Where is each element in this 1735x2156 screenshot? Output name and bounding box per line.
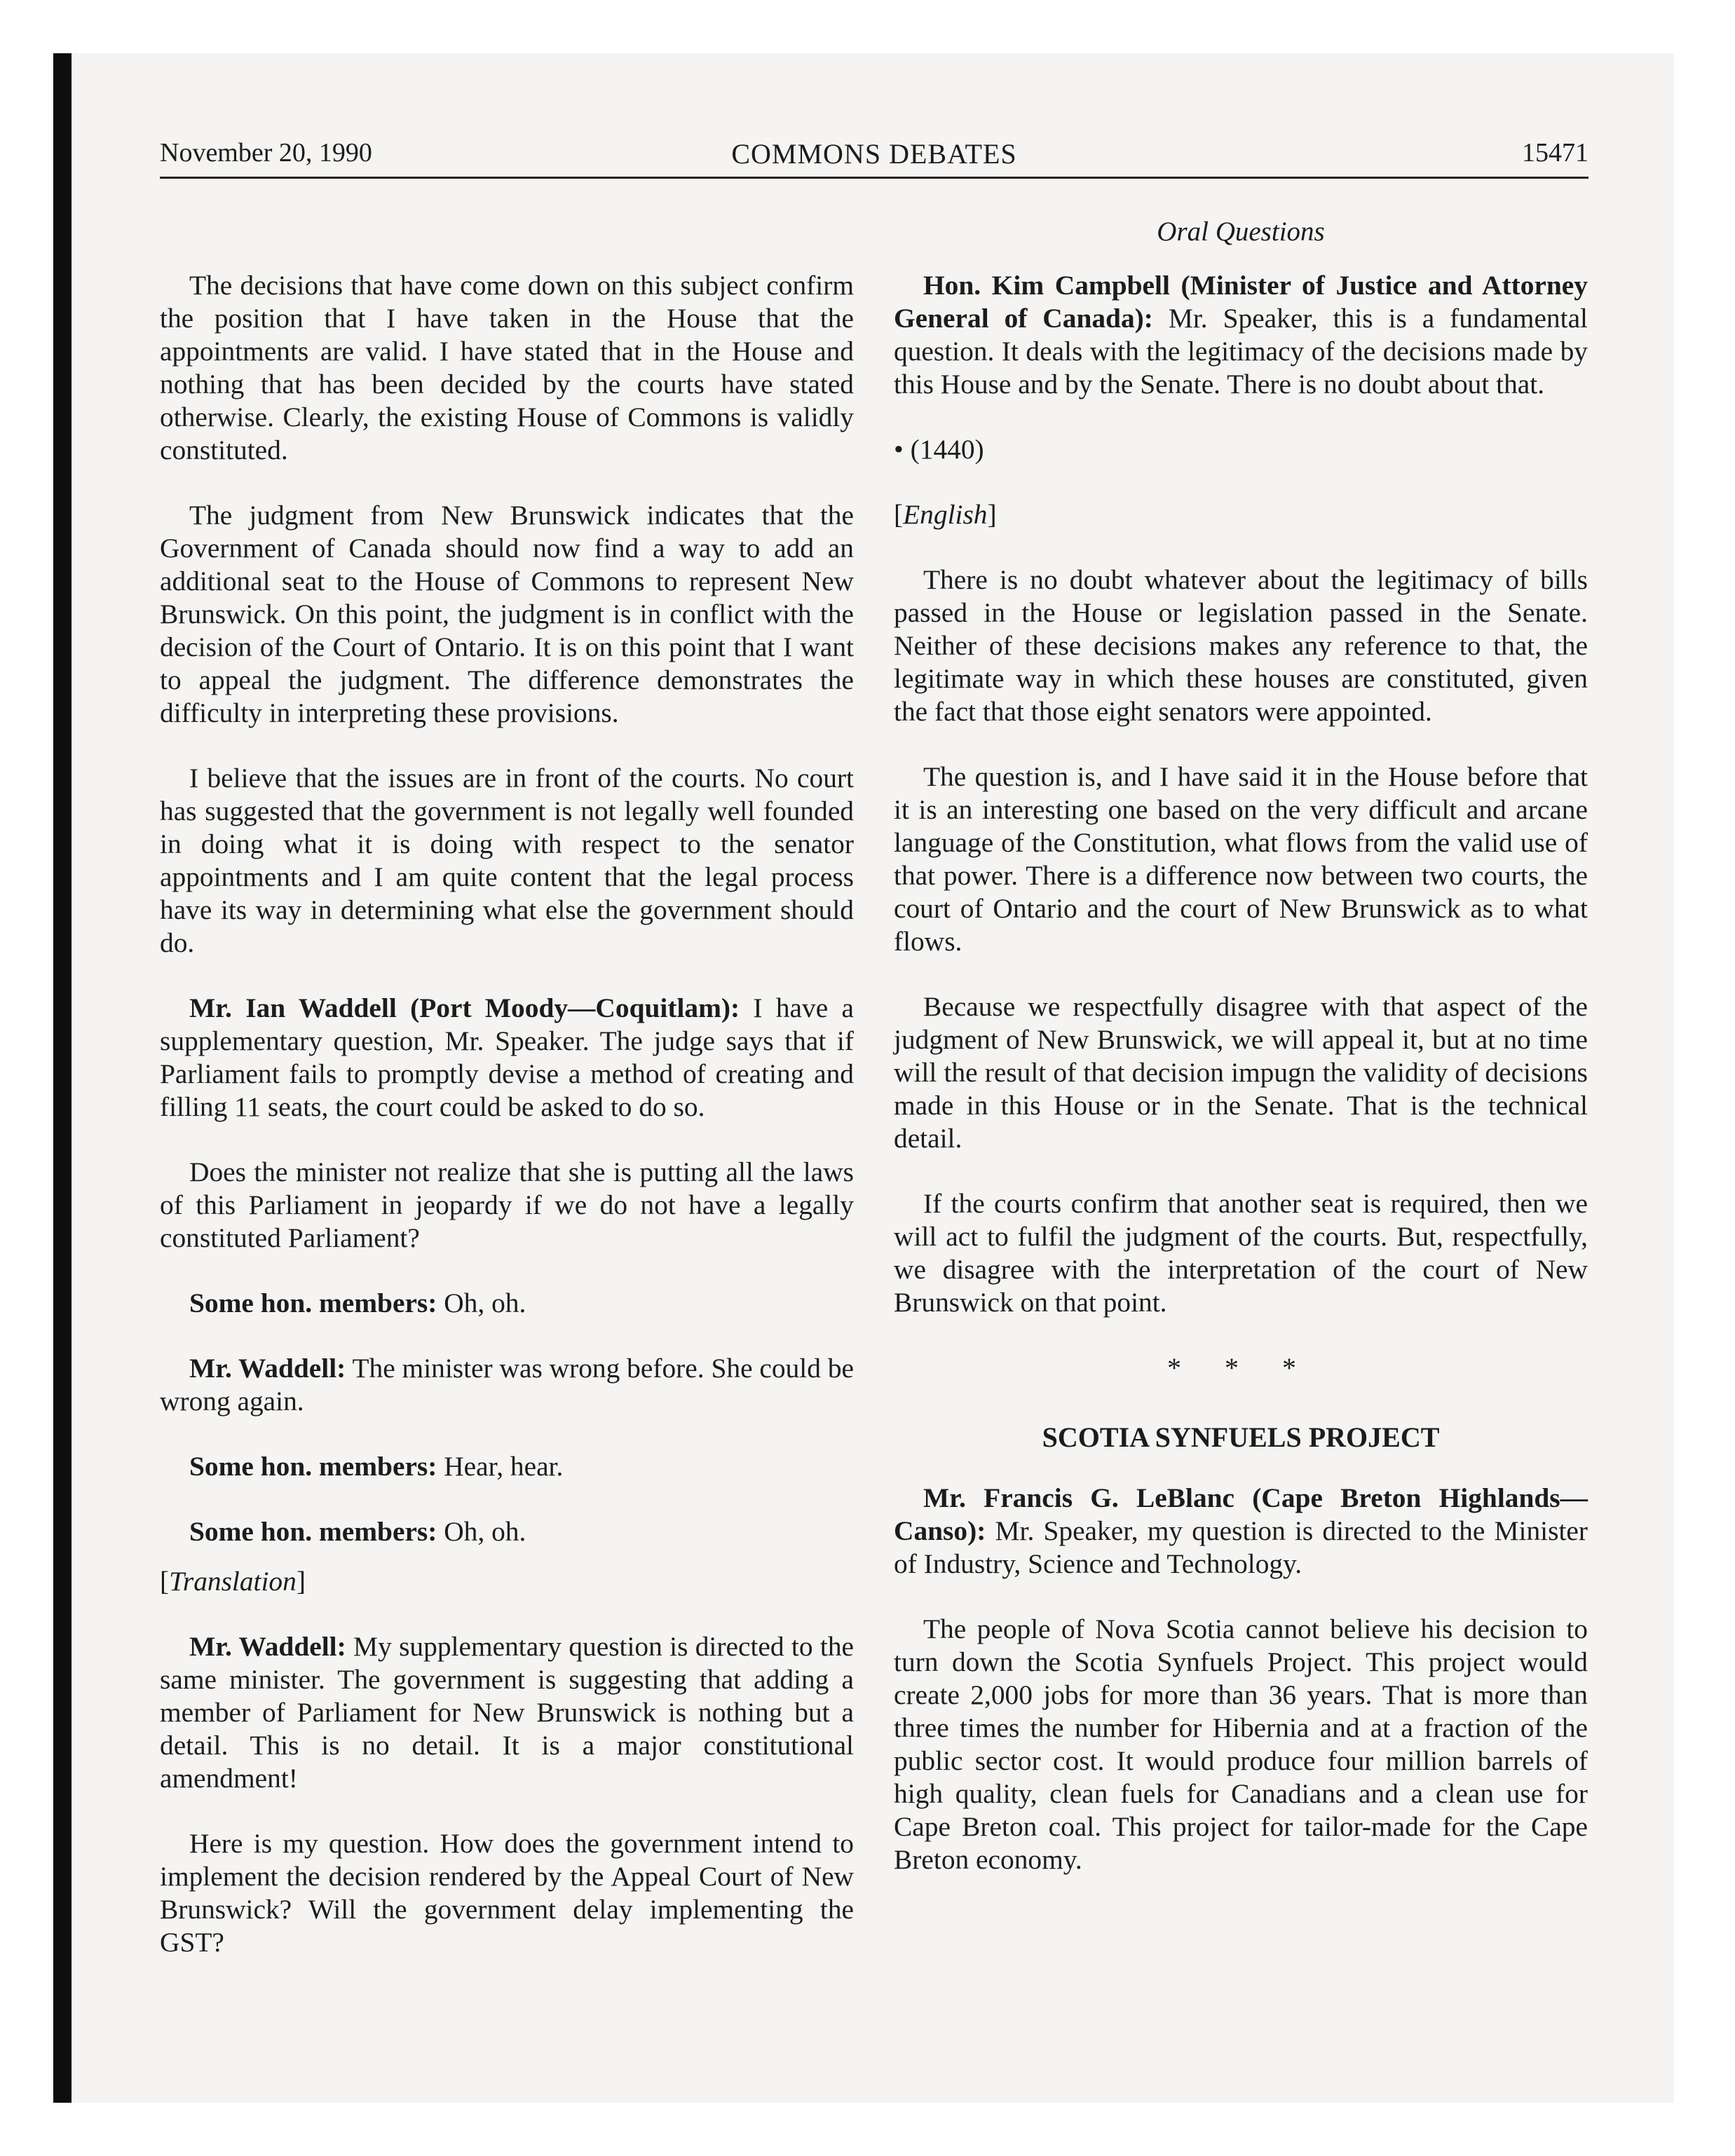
section-separator: * * * <box>1167 1352 1314 1384</box>
paragraph <box>160 1450 854 1483</box>
paragraph: The people of Nova Scotia cannot believe his decision to turn down the Scotia Synfuels Project. This project would create 2,000 jobs for more than 36 years. That is more than three times the number for Hibernia and at a fraction of the public sector cost. It would produce four million barrels of high quality, clean fuels for Canadians and a clean use for Cape Breton coal. This project for tailor-made for the Cape Breton economy. <box>894 1613 1588 1875</box>
speaker-name: Mr. Waddell: <box>189 1353 346 1384</box>
language-label: [Translation] <box>160 1566 306 1597</box>
speech-text: Mr. Speaker, this is a fundamental question. It deals with the legitimacy of the decisions made by this House and by the Senate. There is no doubt about that. <box>894 303 1588 400</box>
speaker-name: Mr. Francis G. LeBlanc (Cape Breton Highlands—Canso): <box>894 1482 1588 1546</box>
speech-text: I have a supplementary question, Mr. Speaker. The judge says that if Parliament fails to promptly devise a method of creating and filling 11 seats, the court could be asked to do so. <box>160 992 854 1122</box>
header-page-number: 15471 <box>1522 138 1588 168</box>
speech-text: Hear, hear. <box>437 1451 564 1482</box>
header-journal-title: COMMONS DEBATES <box>731 138 1017 170</box>
header-date: November 20, 1990 <box>160 138 372 168</box>
right-column <box>894 269 1588 1909</box>
paragraph: Here is my question. How does the government intend to implement the decision rendered by the Appeal Court of New Brunswick? Will the government delay implementing the GST? <box>160 1828 854 1958</box>
page-header <box>160 137 1588 179</box>
paragraph: I believe that the issues are in front of the courts. No court has suggested that the government is not legally well founded in doing what it is doing with respect to the senator appointments and I am quite content that the legal process have its way in determining what else the government should do. <box>160 763 854 958</box>
speech-text: Oh, oh. <box>437 1516 526 1547</box>
section-label: Oral Questions <box>1157 217 1325 247</box>
paragraph: The question is, and I have said it in the House before that it is an interesting one based on the very difficult and arcane language of the Constitution, what flows from the valid use of that power. There is a difference now between two courts, the court of Ontario and the court of New Brunswick as to what flows. <box>894 761 1588 957</box>
header-rule <box>160 177 1588 179</box>
paragraph <box>160 1630 854 1795</box>
paragraph: The judgment from New Brunswick indicates that the Government of Canada should now find a way to add an additional seat to the House of Commons to represent New Brunswick. On this point, the judgment is in conflict with the decision of the Court of Ontario. It is on this point that I want to appeal the judgment. The difference demonstrates the difficulty in interpreting these provisions. <box>160 500 854 728</box>
left-column <box>160 269 854 1991</box>
speaker-name: Some hon. members: <box>189 1516 437 1547</box>
speaker-name: Some hon. members: <box>189 1288 437 1318</box>
language-label: [English] <box>894 499 997 530</box>
speech-text: The minister was wrong before. She could be wrong again. <box>160 1353 854 1417</box>
time-marker: • (1440) <box>894 434 984 465</box>
paragraph: Because we respectfully disagree with that aspect of the judgment of New Brunswick, we will appeal it, but at no time will the result of that decision impugn the validity of decisions made in this House or in the Senate. That is the technical detail. <box>894 991 1588 1154</box>
speaker-name: Mr. Ian Waddell (Port Moody—Coquitlam): <box>189 992 740 1023</box>
binding-edge <box>53 53 72 2103</box>
paragraph <box>160 1352 854 1418</box>
speech-text: Oh, oh. <box>437 1288 526 1318</box>
speaker-name: Hon. Kim Campbell (Minister of Justice and Attorney General of Canada): <box>894 270 1588 334</box>
paragraph <box>160 992 854 1124</box>
paragraph: There is no doubt whatever about the legitimacy of bills passed in the House or legislation passed in the Senate. Neither of these decisions makes any reference to that, the legitimate way in which these houses are constituted, given the fact that those eight senators were appointed. <box>894 564 1588 727</box>
section-heading: SCOTIA SYNFUELS PROJECT <box>1042 1421 1440 1453</box>
paragraph <box>160 1287 854 1320</box>
paragraph <box>894 269 1588 401</box>
speaker-name: Mr. Waddell: <box>189 1631 346 1662</box>
speech-text: My supplementary question is directed to the same minister. The government is suggesting that adding a member of Parliament for New Brunswick is nothing but a detail. This is no detail. It is a major constitutional amendment! <box>160 1631 855 1794</box>
paragraph <box>894 1482 1588 1581</box>
paragraph: The decisions that have come down on this subject confirm the position that I have taken in the House that the appointments are valid. I have stated that in the House and nothing that has been decided by the courts have stated otherwise. Clearly, the existing House of Commons is validly constituted. <box>160 270 854 465</box>
paragraph: If the courts confirm that another seat is required, then we will act to fulfil the judgment of the courts. But, respectfully, we disagree with the interpretation of the court of New Brunswick on that point. <box>894 1188 1588 1318</box>
paragraph: Does the minister not realize that she is putting all the laws of this Parliament in jeopardy if we do not have a legally constituted Parliament? <box>160 1157 854 1253</box>
paragraph <box>160 1515 854 1548</box>
speech-text: Mr. Speaker, my question is directed to the Minister of Industry, Science and Technology. <box>894 1515 1588 1579</box>
speaker-name: Some hon. members: <box>189 1451 437 1482</box>
